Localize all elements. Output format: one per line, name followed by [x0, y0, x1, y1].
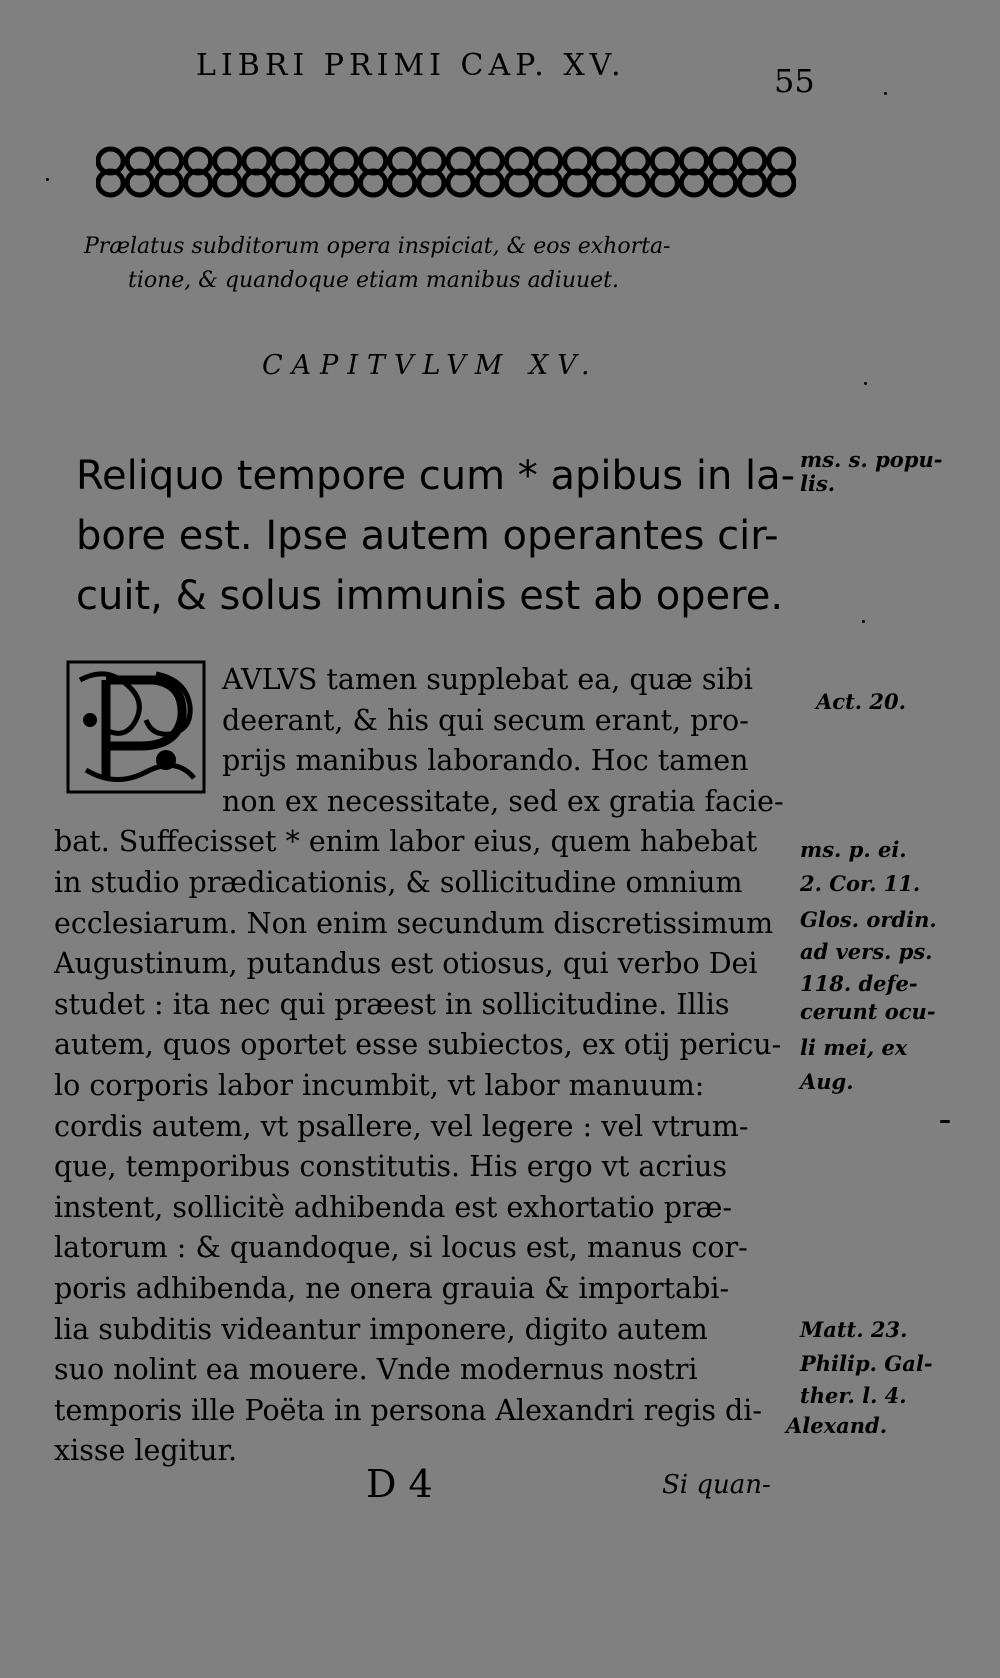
body-line: AVLVS tamen supplebat ea, quæ sibi [222, 663, 753, 696]
decorative-band [96, 143, 796, 201]
margin-note: ms. p. ei. [800, 837, 907, 862]
scan-speck [862, 620, 865, 623]
body-line: in studio prædicationis, & sollicitudine omnium [54, 865, 743, 899]
margin-note: cerunt ocu- [800, 999, 936, 1024]
catchword: Si quan- [662, 1470, 771, 1500]
summary-line-1: Prælatus subditorum opera inspiciat, & eos exhorta- [84, 234, 671, 259]
body-line: poris adhibenda, ne onera grauia & importabi- [54, 1271, 730, 1305]
body-line: suo nolint ea mouere. Vnde modernus nostri [54, 1353, 698, 1387]
body-line: bat. Suffecisset * enim labor eius, quem habebat [54, 825, 758, 859]
body-line: non ex necessitate, sed ex gratia facie- [222, 784, 784, 818]
body-line: studet : ita nec qui præest in sollicitudine. Illis [54, 987, 730, 1021]
signature-mark: D 4 [366, 1462, 433, 1506]
body-line: ecclesiarum. Non enim secundum discretissimum [54, 906, 774, 940]
chapter-summary [84, 230, 814, 298]
margin-note: lis. [800, 471, 836, 496]
scan-speck [864, 382, 867, 385]
body-line: prijs manibus laborando. Hoc tamen [222, 744, 749, 778]
scan-speck [884, 92, 887, 95]
body-line: lia subditis videantur imponere, digito autem [54, 1312, 708, 1346]
body-line: que, temporibus constitutis. His ergo vt acrius [54, 1150, 728, 1184]
scan-speck [46, 178, 49, 181]
margin-note: Matt. 23. [800, 1317, 908, 1342]
lemma-line: cuit, & solus immunis est ab opere. [76, 573, 784, 619]
body-line: Augustinum, putandus est otiosus, qui verbo Dei [54, 947, 758, 981]
lemma-line: Reliquo tempore cum * apibus in la- [76, 453, 796, 499]
margin-note: ms. s. popu- [800, 447, 943, 472]
margin-note: Aug. [800, 1069, 854, 1094]
margin-note: li mei, ex [800, 1035, 908, 1060]
margin-note: Glos. ordin. [800, 907, 937, 932]
margin-note: Alexand. [786, 1413, 888, 1438]
body-line: deerant, & his qui secum erant, pro- [222, 703, 749, 737]
running-head-title: LIBRI PRIMI CAP. XV. [196, 48, 626, 83]
body-line: instent, sollicitè adhibenda est exhortatio præ- [54, 1190, 732, 1224]
margin-note: 118. defe- [800, 971, 918, 996]
margin-note: Philip. Gal- [800, 1351, 933, 1376]
body-line: xisse legitur. [54, 1434, 238, 1468]
lemma-text [76, 446, 796, 626]
scan-speck [940, 1120, 950, 1123]
body-line: temporis ille Poëta in persona Alexandri regis di- [54, 1393, 762, 1427]
margin-note: ad vers. ps. [800, 939, 933, 964]
summary-line-2: tione, & quandoque etiam manibus adiuuet. [128, 268, 620, 293]
margin-note: Act. 20. [816, 689, 906, 714]
body-line: autem, quos oportet esse subiectos, ex otij pericu- [54, 1028, 782, 1062]
body-line: latorum : & quandoque, si locus est, manus cor- [54, 1231, 748, 1265]
body-text [54, 660, 794, 1472]
lemma-line: bore est. Ipse autem operantes cir- [76, 513, 779, 559]
body-line: cordis autem, vt psallere, vel legere : vel vtrum- [54, 1109, 749, 1143]
chapter-heading: CAPITVLVM XV. [262, 350, 599, 381]
page-number: 55 [774, 62, 815, 100]
body-line: lo corporis labor incumbit, vt labor manuum: [54, 1068, 705, 1102]
margin-note: ther. l. 4. [800, 1383, 907, 1408]
margin-note: 2. Cor. 11. [800, 871, 921, 896]
